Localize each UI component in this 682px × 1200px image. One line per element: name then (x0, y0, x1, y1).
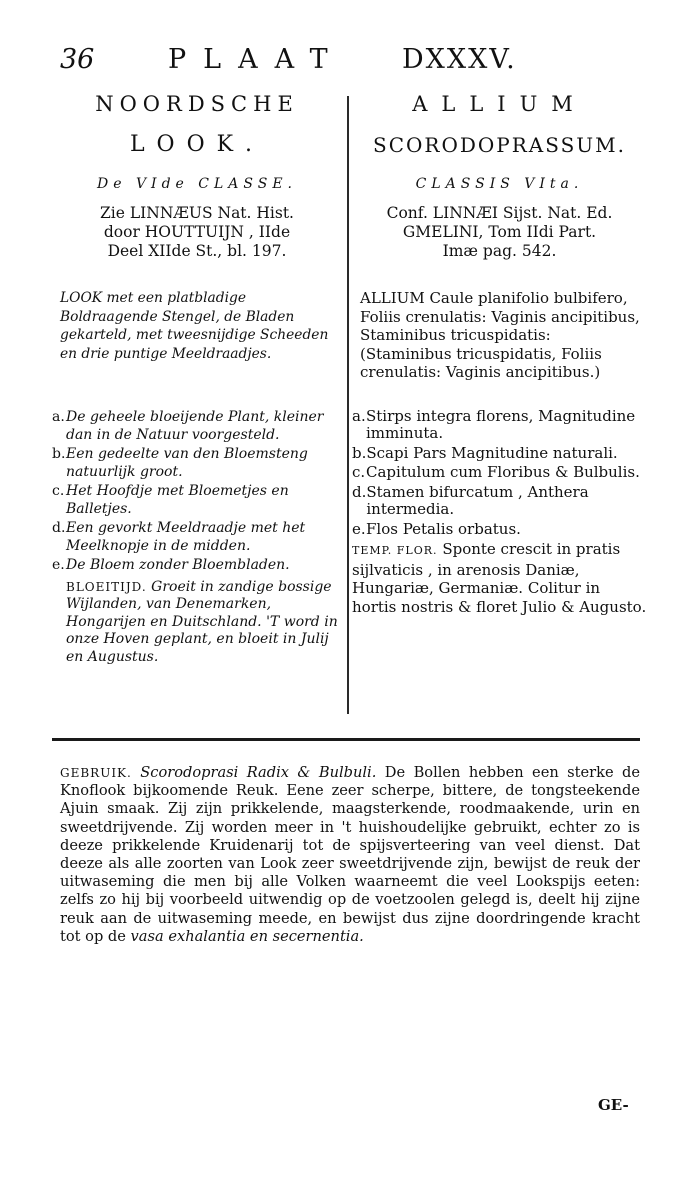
dutch-description: LOOK met een platbladige Boldraagende Stengel, de Bladen gekarteld, met tweesnijdige Scheeden en drie puntige Meeldraadjes. (60, 290, 329, 362)
list-item: e. Flos Petalis orbatus. (352, 519, 521, 538)
section-rule (52, 738, 640, 741)
latin-name-line2: SCORODOPRASSUM. (373, 133, 626, 157)
flowering-text: Groeit in zandige bossige Wijlanden, van Denemarken, Hongarijen en Duitschland. 'T word in onze Hoven geplant, en bloeit in Julij en Augustus. (66, 578, 338, 665)
usage-lead: Scorodoprasi Radix & Bulbuli. (140, 764, 377, 781)
list-item: d. Een gevorkt Meeldraadje met het Meelknopje in de midden. (52, 520, 306, 554)
plate-number: DXXXV. (402, 44, 517, 75)
dutch-reference-line: door HOUTTUIJN , IIde (103, 223, 291, 241)
dutch-name-line2: LOOK. (129, 132, 265, 157)
latin-reference (352, 204, 647, 261)
list-item: c. Capitulum cum Floribus & Bulbulis. (352, 463, 640, 481)
latin-figure-list (352, 408, 647, 539)
dutch-class: De VIde CLASSE. (96, 176, 298, 192)
latin-description: ALLIUM Caule planifolio bulbifero, Foliis crenulatis: Vaginis ancipitibus, Staminibus tricuspidatis: (Staminibus tricuspidatis, Foliis crenulatis: Vaginis ancipitibus.) (360, 289, 640, 381)
usage-label: GEBRUIK. (60, 766, 132, 780)
latin-reference-line: Conf. LINNÆI Sijst. Nat. Ed. (386, 204, 613, 222)
latin-reference-line: Imæ pag. 542. (442, 242, 557, 260)
flowering-label: TEMP. FLOR. (352, 544, 438, 557)
plate-label: PLAAT (168, 44, 345, 75)
usage-tail: vasa exhalantia en secernentia. (130, 927, 364, 945)
list-item: c. Het Hoofdje met Bloemetjes en Balletjes. (52, 483, 289, 517)
flowering-time-latin (352, 540, 647, 616)
list-item: d. Stamen bifurcatum , Anthera intermedia. (352, 482, 589, 518)
list-item: a. De geheele bloeijende Plant, kleiner dan in de Natuur voorgesteld. (52, 409, 324, 443)
dutch-reference-line: Deel XIIde St., bl. 197. (107, 242, 287, 260)
latin-reference-line: GMELINI, Tom IIdi Part. (402, 223, 597, 241)
catchword: GE- (598, 1096, 629, 1114)
usage-body: De Bollen hebben een sterke de Knoflook bijkoomende Reuk. Eene zeer scherpe, bittere, de tongsteekende Ajuin smaak. Zij zijn prikkelende, maagsterkende, roodmaakende, urin en sweetdrijvende. Zij worden meer in 't huishoudelijke gebruikt, echter zo is deeze prikkelende Kruidenarij tot de spijsverteering van veel dienst. Dat deeze als alle zoorten van Look zeer sweetdrijvende zijn, bewijst de reuk der uitwaseming die men bij alle Volken waarneemt die veel Lookspijs eeten: zelfs zo hij bij voorbeeld uitwendig op de voetzoolen gelegd is, deelt hij zijne reuk aan de uitwaseming meede, en bewijst dus zijne doordringende kracht tot op de (60, 764, 641, 945)
dutch-reference (52, 204, 342, 261)
dutch-name-line1: NOORDSCHE (95, 92, 299, 116)
flowering-time-dutch (52, 579, 342, 667)
list-item: a. Stirps integra florens, Magnitudine imminuta. (352, 406, 636, 442)
page-header (56, 44, 646, 80)
usage-paragraph (60, 764, 640, 946)
dutch-column (52, 88, 342, 666)
dutch-figure-list (52, 409, 342, 575)
flowering-label: BLOEITIJD. (66, 579, 147, 594)
list-item: b. Scapi Pars Magnitudine naturali. (352, 443, 618, 462)
latin-name-line1: ALLIUM (412, 92, 587, 116)
dutch-reference-line: Zie LINNÆUS Nat. Hist. (100, 204, 294, 222)
flowering-text: Sponte crescit in pratis sijlvaticis , in arenosis Daniæ, Hungariæ, Germaniæ. Colitur in hortis nostris & floret Julio & Augusto. (352, 540, 647, 616)
list-item: b. Een gedeelte van den Bloemsteng natuurlijk groot. (52, 446, 308, 480)
column-divider (347, 96, 349, 714)
latin-column (352, 88, 647, 616)
list-item: e. De Bloem zonder Bloembladen. (52, 557, 290, 573)
latin-class: CLASSIS VIta. (415, 176, 584, 192)
page-number: 36 (60, 44, 95, 75)
